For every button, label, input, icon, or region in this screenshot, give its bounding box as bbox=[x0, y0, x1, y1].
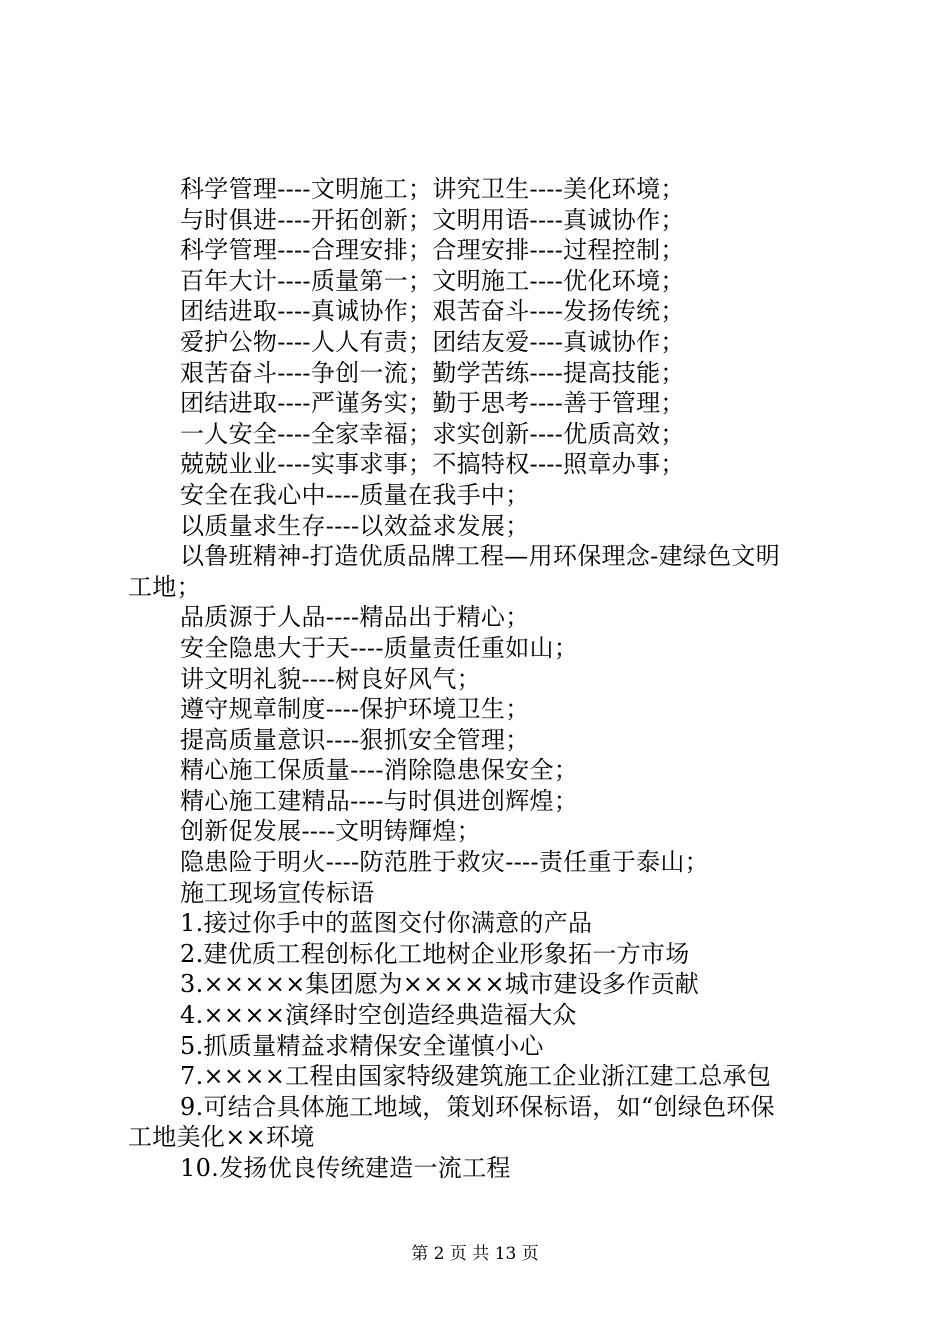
text-line: 品质源于人品----精品出于精心； bbox=[180, 603, 530, 632]
text-line: 讲文明礼貌----树良好风气； bbox=[180, 664, 481, 693]
text-line: 一人安全----全家幸福；求实创新----优质高效； bbox=[180, 419, 685, 448]
text-line: 与时俱进----开拓创新；文明用语----真诚协作； bbox=[180, 205, 685, 234]
text-line: 团结进取----严谨务实；勤于思考----善于管理； bbox=[180, 389, 685, 418]
document-body bbox=[0, 174, 950, 1184]
text-line: 百年大计----质量第一；文明施工----优化环境； bbox=[180, 266, 685, 295]
text-line: 科学管理----文明施工；讲究卫生----美化环境； bbox=[180, 175, 685, 203]
text-line: 团结进取----真诚协作；艰苦奋斗----发扬传统； bbox=[180, 297, 685, 326]
text-line: 工地美化××环境 bbox=[128, 1123, 315, 1152]
text-line: 科学管理----合理安排；合理安排----过程控制； bbox=[180, 236, 685, 265]
text-line: 精心施工保质量----消除隐患保安全； bbox=[180, 756, 579, 785]
text-line: 安全在我心中----质量在我手中； bbox=[180, 480, 530, 509]
text-line: 10.发扬优良传统建造一流工程 bbox=[180, 1154, 511, 1182]
page-footer: 第 2 页 共 13 页 bbox=[411, 1244, 539, 1264]
text-line: 兢兢业业----实事求事；不搞特权----照章办事； bbox=[180, 450, 685, 479]
text-line: 以质量求生存----以效益求发展； bbox=[180, 511, 530, 540]
text-line: 9.可结合具体施工地域，策划环保标语，如“创绿色环保 bbox=[180, 1092, 775, 1121]
text-line: 3.×××××集团愿为×××××城市建设多作贡献 bbox=[180, 970, 700, 999]
text-line: 安全隐患大于天----质量责任重如山； bbox=[180, 633, 579, 662]
text-line: 4.××××演绎时空创造经典造福大众 bbox=[180, 1001, 577, 1030]
text-line: 施工现场宣传标语 bbox=[180, 878, 375, 907]
text-line: 精心施工建精品----与时俱进创辉煌； bbox=[180, 786, 579, 815]
text-line: 隐患险于明火----防范胜于救灾----责任重于泰山； bbox=[180, 848, 709, 877]
text-line: 提高质量意识----狠抓安全管理； bbox=[180, 725, 530, 754]
text-line: 1.接过你手中的蓝图交付你满意的产品 bbox=[180, 909, 593, 938]
text-line: 爱护公物----人人有责；团结友爱----真诚协作； bbox=[180, 327, 685, 356]
text-line: 2.建优质工程创标化工地树企业形象拓一方市场 bbox=[180, 939, 690, 968]
text-line: 艰苦奋斗----争创一流；勤学苦练----提高技能； bbox=[180, 358, 685, 387]
text-line: 遵守规章制度----保护环境卫生； bbox=[180, 695, 530, 724]
text-line: 工地； bbox=[128, 572, 201, 601]
text-line: 7.××××工程由国家特级建筑施工企业浙江建工总承包 bbox=[180, 1062, 772, 1091]
text-line: 5.抓质量精益求精保安全谨慎小心 bbox=[180, 1031, 544, 1060]
text-line: 以鲁班精神-打造优质品牌工程—用环保理念-建绿色文明 bbox=[180, 542, 781, 571]
text-line: 创新促发展----文明铸輝煌； bbox=[180, 817, 481, 846]
